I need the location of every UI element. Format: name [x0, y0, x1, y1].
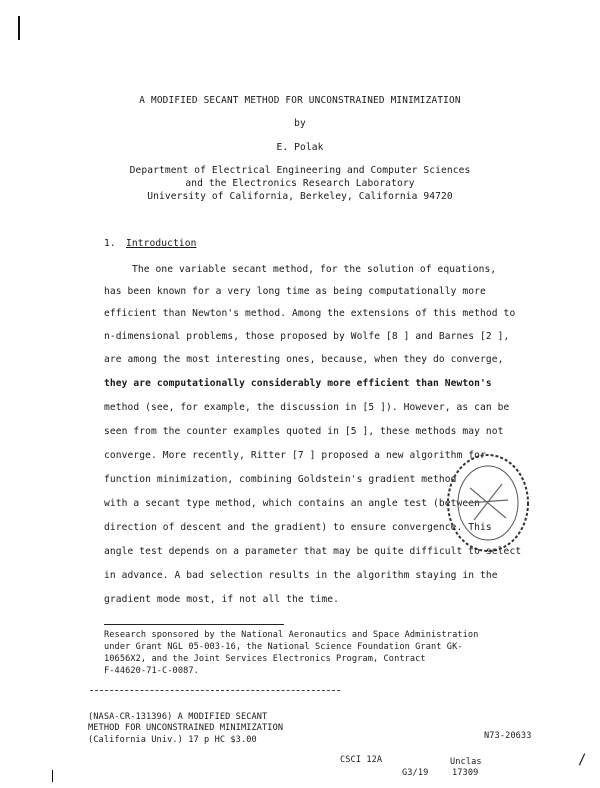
margin-mark-top-left	[18, 16, 20, 40]
accession-dashed-rule	[90, 690, 340, 691]
body-line: n-dimensional problems, those proposed by Wolfe [8 ] and Barnes [2 ],	[104, 331, 510, 342]
accession-code: 17309	[452, 768, 479, 778]
received-stamp	[440, 448, 536, 558]
body-line: efficient than Newton's method. Among the extensions of this method to	[104, 308, 516, 319]
accession-unclas: Unclas	[450, 757, 482, 767]
affiliation-line: Department of Electrical Engineering and Computer Sciences	[129, 165, 471, 176]
footnote-line: F-44620-71-C-0087.	[104, 666, 199, 676]
body-line: The one variable secant method, for the solution of equations,	[132, 264, 497, 275]
margin-mark-bottom-left	[52, 770, 53, 782]
body-line: function minimization, combining Goldstein's gradient method	[104, 474, 457, 485]
byline-by: by	[294, 118, 306, 129]
body-line: gradient mode most, if not all the time.	[104, 594, 340, 605]
body-line: has been known for a very long time as being computationally more	[104, 286, 486, 297]
accession-csci: CSCI 12A	[340, 755, 383, 765]
body-line: in advance. A bad selection results in the algorithm staying in the	[104, 570, 498, 581]
accession-group: G3/19	[402, 768, 429, 778]
section-heading: Introduction	[126, 238, 197, 249]
body-line: they are computationally considerably more efficient than Newton's	[104, 378, 492, 389]
accession-line: (NASA-CR-131396) A MODIFIED SECANT	[88, 712, 268, 722]
body-line: method (see, for example, the discussion in [5 ]). However, as can be	[104, 402, 510, 413]
footnote-rule	[104, 624, 284, 625]
body-line: angle test depends on a parameter that may be quite difficult to select	[104, 546, 522, 557]
affiliation-line: University of California, Berkeley, California 94720	[147, 191, 453, 202]
body-line: with a secant type method, which contains an angle test (between	[104, 498, 481, 509]
body-line: direction of descent and the gradient) to ensure convergence. This	[104, 522, 492, 533]
body-line: converge. More recently, Ritter [7 ] proposed a new algorithm for	[104, 450, 486, 461]
accession-line: (California Univ.) 17 p HC $3.00	[88, 735, 257, 745]
page-title: A MODIFIED SECANT METHOD FOR UNCONSTRAINED MINIMIZATION	[139, 95, 461, 106]
footnote-line: Research sponsored by the National Aeronautics and Space Administration	[104, 630, 479, 640]
margin-mark-bottom-right: /	[578, 752, 587, 768]
footnote-line: under Grant NGL 05-003-16, the National Science Foundation Grant GK-	[104, 642, 463, 652]
accession-line: METHOD FOR UNCONSTRAINED MINIMIZATION	[88, 723, 284, 733]
footnote-line: 10656X2, and the Joint Services Electronics Program, Contract	[104, 654, 426, 664]
body-line: are among the most interesting ones, because, when they do converge,	[104, 354, 504, 365]
accession-number: N73-20633	[484, 731, 532, 741]
author-name: E. Polak	[276, 142, 324, 153]
section-number: 1.	[104, 238, 116, 249]
affiliation-line: and the Electronics Research Laboratory	[185, 178, 415, 189]
body-line: seen from the counter examples quoted in [5 ], these methods may not	[104, 426, 504, 437]
